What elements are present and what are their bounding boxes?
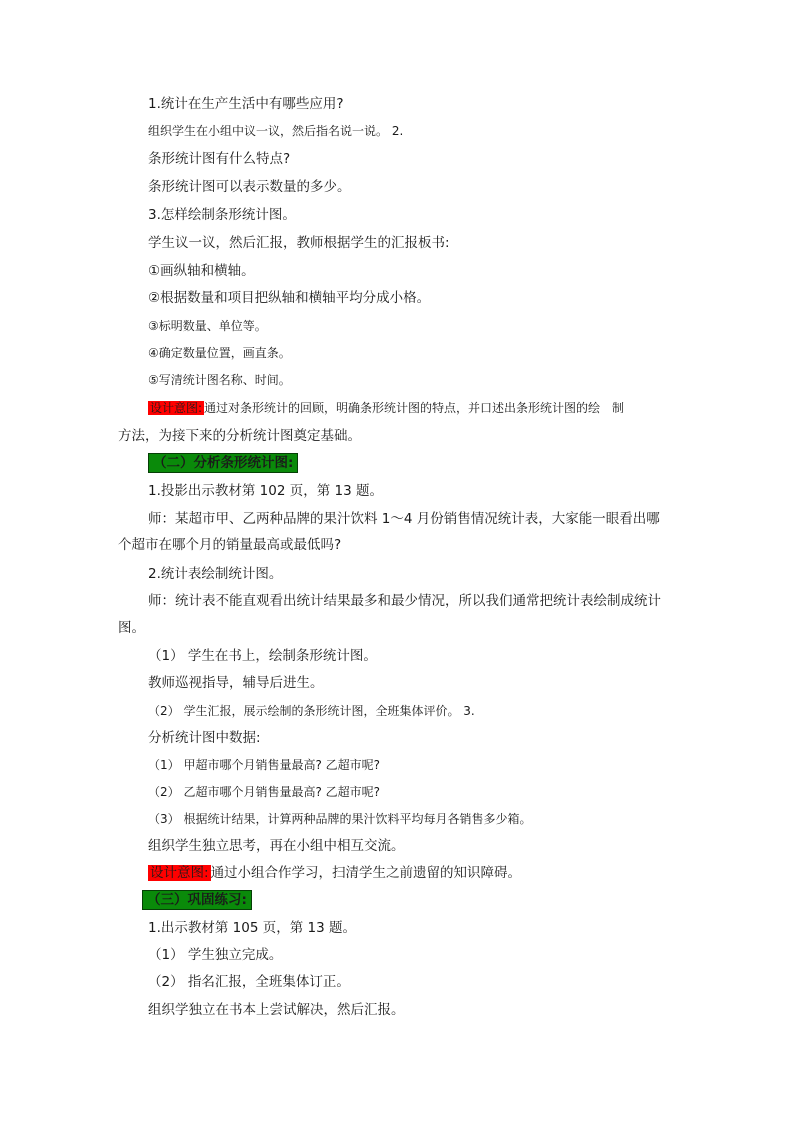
design-intent-1-cont: 方法，为接下来的分析统计图奠定基础。 — [118, 428, 361, 444]
step-5: ⑤写清统计图名称、时间。 — [148, 373, 291, 387]
question-1: 1.统计在生产生活中有哪些应用? — [148, 96, 344, 112]
teacher-line-2-cont: 图。 — [118, 620, 145, 636]
design-intent-tag: 设计意图: — [150, 401, 203, 415]
question-3: 3.怎样绘制条形统计图。 — [148, 207, 296, 223]
sub-item-3-1: （1） 学生独立完成。 — [148, 947, 283, 963]
analyze-q3: （3） 根据统计结果，计算两种品牌的果汁饮料平均每月各销售多少箱。 — [148, 812, 532, 826]
sub-item-1: （1） 学生在书上，绘制条形统计图。 — [148, 648, 377, 664]
step-4: ④确定数量位置，画直条。 — [148, 346, 291, 360]
section-3-heading — [142, 890, 252, 910]
paragraph-discuss: 组织学生在小组中议一议，然后指名说一说。 2. — [148, 124, 404, 138]
design-intent-tag: 设计意图: — [150, 865, 209, 881]
question-2: 条形统计图有什么特点? — [148, 151, 291, 167]
step-1: ①画纵轴和横轴。 — [148, 263, 255, 279]
item-3-1: 1.出示教材第 105 页，第 13 题。 — [148, 920, 356, 936]
design-intent-text: 通过对条形统计的回顾，明确条形统计图的特点，并口述出条形统计图的绘 制 — [204, 401, 625, 415]
section-2-heading — [148, 453, 298, 473]
design-intent-text: 通过小组合作学习，扫清学生之前遗留的知识障碍。 — [210, 865, 522, 881]
section-3-tag: （三）巩固练习: — [142, 890, 252, 910]
design-intent-2 — [148, 863, 521, 883]
item-2-1: 1.投影出示教材第 102 页，第 13 题。 — [148, 483, 383, 499]
teacher-line-1-cont: 个超市在哪个月的销量最高或最低吗? — [118, 537, 342, 553]
analyze-q2: （2） 乙超市哪个月销售量最高? 乙超市呢? — [148, 785, 381, 799]
organize-line: 组织学生独立思考，再在小组中相互交流。 — [148, 838, 405, 854]
design-intent-1 — [148, 398, 624, 418]
answer-2: 条形统计图可以表示数量的多少。 — [148, 179, 351, 195]
teacher-line-1: 师：某超市甲、乙两种品牌的果汁饮料 1～4 月份销售情况统计表，大家能一眼看出哪 — [148, 511, 660, 527]
sub-item-3-2: （2） 指名汇报，全班集体订正。 — [148, 974, 350, 990]
sub-item-2: （2） 学生汇报，展示绘制的条形统计图，全班集体评价。 3. — [148, 704, 475, 718]
step-2: ②根据数量和项目把纵轴和横轴平均分成小格。 — [148, 290, 431, 306]
closing-line: 组织学独立在书本上尝试解决，然后汇报。 — [148, 1002, 405, 1018]
item-2-2: 2.统计表绘制统计图。 — [148, 566, 283, 582]
teacher-line-2: 师：统计表不能直观看出统计结果最多和最少情况，所以我们通常把统计表绘制成统计 — [148, 593, 661, 609]
teacher-guide: 教师巡视指导，辅导后进生。 — [148, 675, 324, 691]
analyze-heading: 分析统计图中数据: — [148, 730, 261, 746]
analyze-q1: （1） 甲超市哪个月销售量最高? 乙超市呢? — [148, 758, 381, 772]
step-3: ③标明数量、单位等。 — [148, 319, 267, 333]
paragraph-report: 学生议一议，然后汇报，教师根据学生的汇报板书: — [148, 235, 450, 251]
section-2-tag: （二）分析条形统计图: — [148, 453, 298, 473]
